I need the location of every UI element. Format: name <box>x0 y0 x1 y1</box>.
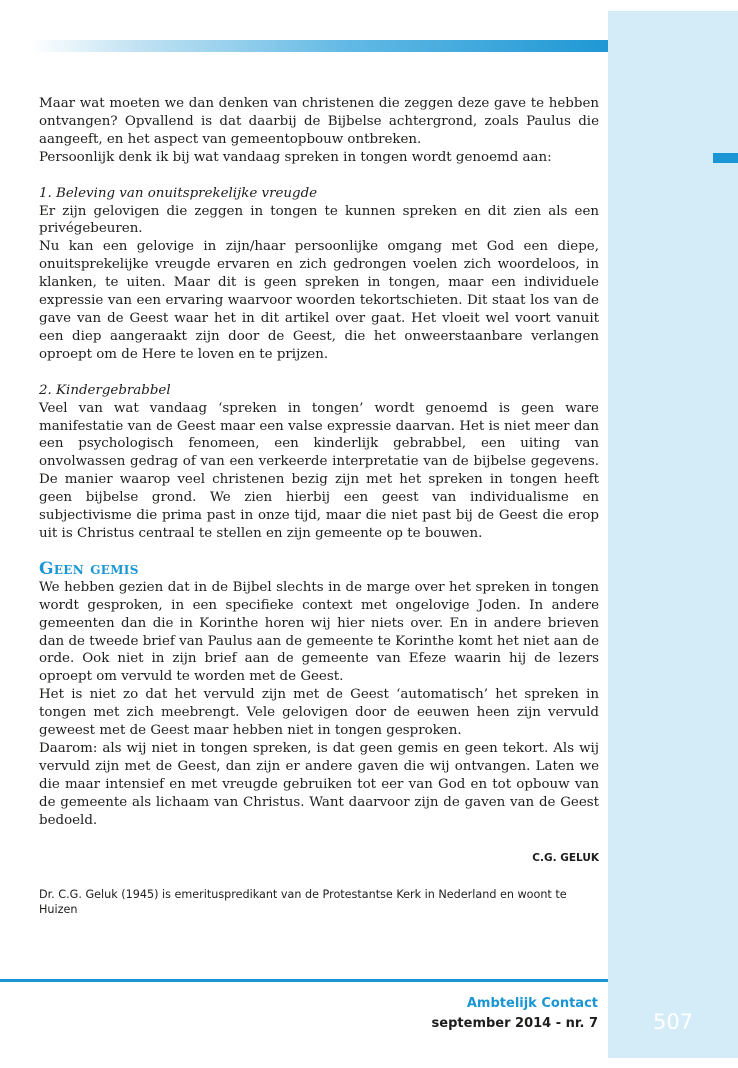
journal-title: Ambtelijk Contact <box>466 996 598 1011</box>
sidebar-marker <box>713 153 738 163</box>
section-paragraph-2: Het is niet zo dat het vervuld zijn met de Geest ‘automatisch’ het spreken in tongen met zich meebrengt. Vele gelovigen door de eeuwen heen zijn vervuld geweest met de Geest maar hebben niet in tongen gesproken. <box>39 687 599 739</box>
header-gradient-bar <box>30 40 608 52</box>
section-paragraph-1: We hebben gezien dat in de Bijbel slechts in de marge over het spreken in tongen wordt gesproken, in een specifieke context met ongelovige Joden. In andere gemeenten dan die in Korinthe horen wij hier niets over. En in andere brieven dan de tweede brief van Paulus aan de gemeente te Korinthe komt het niet aan de orde. Ook niet in zijn brief aan de gemeente van Efeze waarin hij de lezers oproept om vervuld te worden met de Geest. <box>39 579 599 685</box>
point1-paragraph-1: Er zijn gelovigen die zeggen in tongen te kunnen spreken en dit zien als een privégebeuren. <box>39 203 599 237</box>
sidebar-band <box>608 11 738 1058</box>
point1-paragraph-2: Nu kan een gelovige in zijn/haar persoonlijke omgang met God een diepe, onuitsprekelijke vreugde ervaren en zich gedrongen voelen zich woordeloos, in klanken, te uiten. Maar dit is geen spreken in tongen, maar een individuele expressie van een ervaring waarvoor woorden tekortschieten. Dit staat los van de gave van de Geest waar het in dit artikel over gaat. Het vloeit wel voort vanuit een diep aangeraakt zijn door de Geest, die het onweerstaanbare verlangen oproept om de Here te loven en te prijzen. <box>39 239 599 362</box>
article-body <box>39 95 599 917</box>
section-heading: Geen gemis <box>39 558 139 579</box>
section-paragraph-3: Daarom: als wij niet in tongen spreken, is dat geen gemis en geen tekort. Als wij vervuld zijn met de Geest, dan zijn er andere gaven die wij ontvangen. Laten we die maar intensief en met vreugde gebruiken tot eer van God en tot opbouw van de gemeente als lichaam van Christus. Want daarvoor zijn de gaven van de Geest bedoeld. <box>39 741 599 828</box>
intro-paragraph-1: Maar wat moeten we dan denken van christenen die zeggen deze gave te hebben ontvangen? Opvallend is dat daarbij de Bijbelse achtergrond, zoals Paulus die aangeeft, en het aspect van gemeentopbouw ontbreken. <box>39 96 599 147</box>
author-name: C.G. GELUK <box>532 851 599 864</box>
intro-paragraph-2: Persoonlijk denk ik bij wat vandaag spreken in tongen wordt genoemd aan: <box>39 149 552 165</box>
point1-title: 1. Beleving van onuitsprekelijke vreugde <box>39 185 318 201</box>
issue-label: september 2014 - nr. 7 <box>431 1016 598 1031</box>
point2-paragraph-1: Veel van wat vandaag ‘spreken in tongen’ wordt genoemd is geen ware manifestatie van de Geest maar een valse expressie daarvan. Het is niet meer dan een psychologisch fenomeen, een kinderlijk gebrabbel, een uiting van onvolwassen gedrag of van een verkeerde interpretatie van de bijbelse gegevens. De manier waarop veel christenen bezig zijn met het spreken in tongen heeft geen bijbelse grond. We zien hierbij een geest van individualisme en subjectivisme die prima past in onze tijd, maar die niet past bij de Geest die erop uit is Christus centraal te stellen en zijn gemeente op te bouwen. <box>39 400 599 541</box>
point2-title: 2. Kindergebrabbel <box>39 382 171 398</box>
author-bio: Dr. C.G. Geluk (1945) is emerituspredikant van de Protestantse Kerk in Nederland en woont te Huizen <box>39 888 567 917</box>
page-number: 507 <box>652 1010 694 1034</box>
footer-rule <box>0 979 608 982</box>
footer <box>432 994 598 1034</box>
